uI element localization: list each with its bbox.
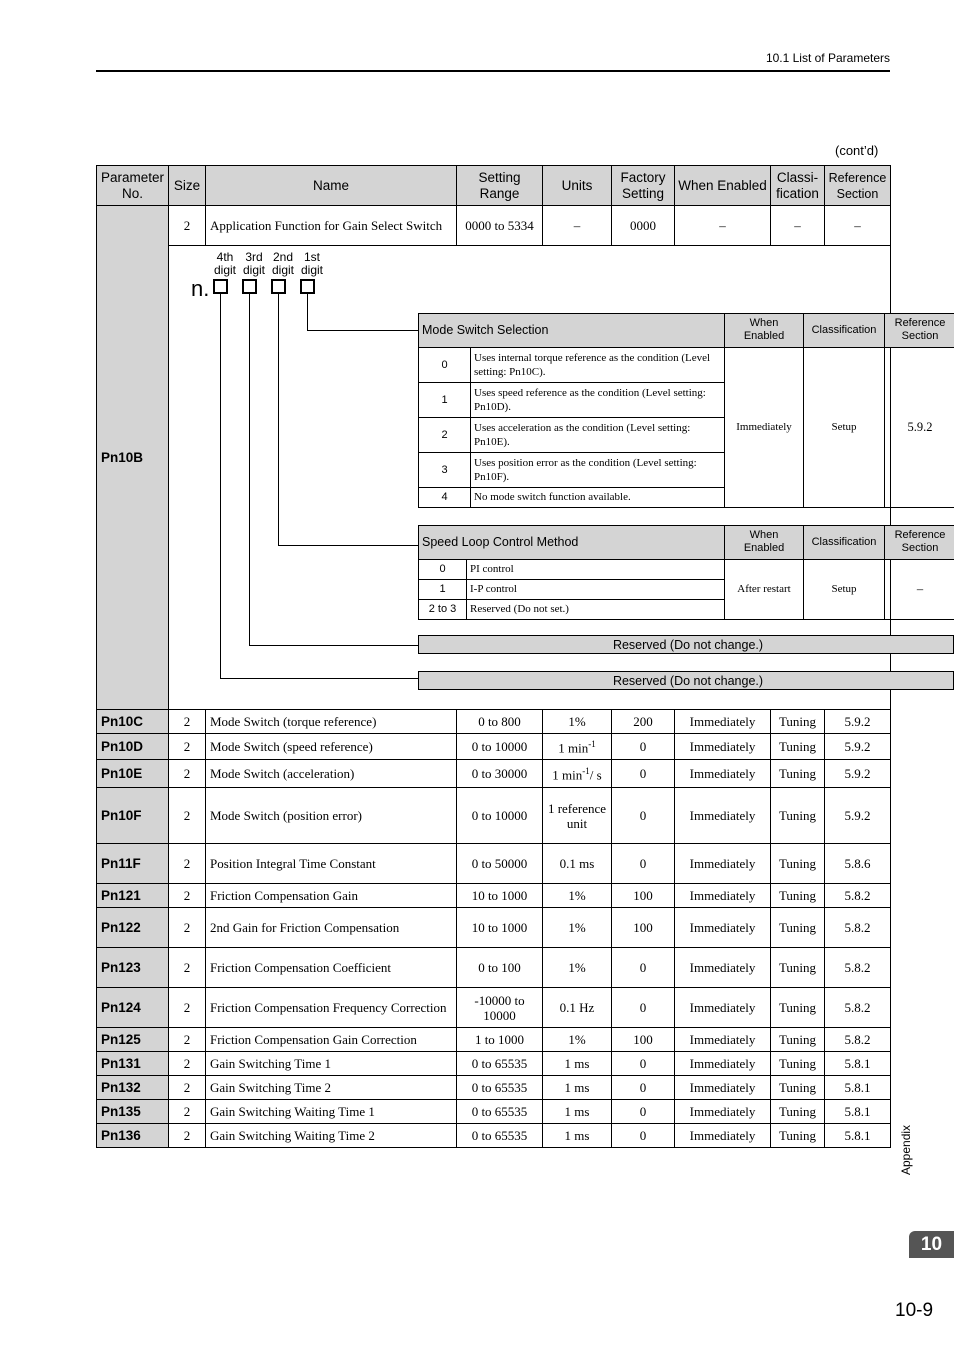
mode-switch-class: Setup <box>804 347 885 507</box>
table-row <box>97 988 891 1028</box>
reserved-4th-digit: Reserved (Do not change.) <box>418 671 954 690</box>
table-row <box>97 710 891 734</box>
mode-option-row <box>419 347 954 382</box>
param-cell: Pn132 <box>97 1076 169 1100</box>
speed-loop-ref-header: Reference Section <box>885 525 954 559</box>
param-cell: Pn10D <box>97 734 169 760</box>
name-cell: Gain Switching Time 1 <box>206 1052 457 1076</box>
name-cell: Mode Switch (speed reference) <box>206 734 457 760</box>
connector-2nd-h <box>278 545 418 546</box>
mode-switch-ref-header: Reference Section <box>885 313 954 347</box>
when-cell: Immediately <box>675 1028 771 1052</box>
mode-switch-ref: 5.9.2 <box>885 347 954 507</box>
connector-4th-h <box>220 678 418 679</box>
param-cell: Pn10B <box>97 206 169 710</box>
size-cell: 2 <box>169 948 206 988</box>
class-cell: Tuning <box>771 734 825 760</box>
header-ref: Reference Section <box>825 166 891 206</box>
name-cell: Position Integral Time Constant <box>206 844 457 884</box>
factory-cell: 100 <box>612 1028 675 1052</box>
speed-loop-ref: – <box>885 559 954 619</box>
param-cell: Pn10F <box>97 788 169 844</box>
factory-cell: 0 <box>612 1052 675 1076</box>
parameter-table <box>96 165 946 1148</box>
header-range: Setting Range <box>457 166 543 206</box>
table-row <box>97 948 891 988</box>
range-cell: 0 to 10000 <box>457 734 543 760</box>
continued-note: (cont’d) <box>835 143 879 158</box>
table-row <box>97 1028 891 1052</box>
option-value: 3 <box>419 452 471 487</box>
param-cell: Pn10C <box>97 710 169 734</box>
units-cell: 1 ms <box>543 1100 612 1124</box>
digit-diagram-row <box>97 246 891 710</box>
option-value: 1 <box>419 579 467 599</box>
units-cell: 1 reference unit <box>543 788 612 844</box>
header-class: Classi-fication <box>771 166 825 206</box>
factory-cell: 100 <box>612 908 675 948</box>
header-size: Size <box>169 166 206 206</box>
when-cell: Immediately <box>675 1124 771 1148</box>
when-cell: Immediately <box>675 988 771 1028</box>
units-cell: 1% <box>543 710 612 734</box>
param-cell: Pn122 <box>97 908 169 948</box>
header-units: Units <box>543 166 612 206</box>
table-row <box>97 884 891 908</box>
when-cell: – <box>675 206 771 246</box>
table-row <box>97 908 891 948</box>
option-value: 1 <box>419 382 471 417</box>
size-cell: 2 <box>169 1028 206 1052</box>
speed-loop-when-header: When Enabled <box>725 525 804 559</box>
table-row <box>97 734 891 760</box>
connector-2nd <box>278 294 279 545</box>
class-cell: Tuning <box>771 1124 825 1148</box>
header-name: Name <box>206 166 457 206</box>
reserved-3rd-digit: Reserved (Do not change.) <box>418 635 954 654</box>
table-row <box>97 1052 891 1076</box>
units-text: 1 min <box>558 740 589 756</box>
units-cell: 1 ms <box>543 1076 612 1100</box>
connector-1st-h <box>307 330 418 331</box>
name-cell: Mode Switch (torque reference) <box>206 710 457 734</box>
when-cell: Immediately <box>675 760 771 788</box>
table-row <box>97 206 891 246</box>
size-cell: 2 <box>169 788 206 844</box>
digit-label-1st: 1st digit <box>300 249 323 277</box>
option-desc: Uses internal torque reference as the condition (Level setting: Pn10C). <box>471 347 725 382</box>
digit-box-4th <box>213 279 228 294</box>
factory-cell: 0 <box>612 948 675 988</box>
units-cell: 1% <box>543 884 612 908</box>
mode-switch-class-header: Classification <box>804 313 885 347</box>
name-cell: Gain Switching Time 2 <box>206 1076 457 1100</box>
when-cell: Immediately <box>675 908 771 948</box>
param-cell: Pn136 <box>97 1124 169 1148</box>
size-cell: 2 <box>169 884 206 908</box>
units-text: 1 min <box>552 767 583 783</box>
name-cell: Friction Compensation Frequency Correction <box>206 988 457 1028</box>
option-desc: No mode switch function available. <box>471 487 725 507</box>
ref-cell: 5.9.2 <box>825 760 891 788</box>
connector-3rd <box>249 294 250 645</box>
class-cell: Tuning <box>771 760 825 788</box>
header-rule <box>96 70 890 72</box>
units-cell: 0.1 Hz <box>543 988 612 1028</box>
when-cell: Immediately <box>675 1076 771 1100</box>
range-cell: 0 to 100 <box>457 948 543 988</box>
range-cell: 10 to 1000 <box>457 884 543 908</box>
ref-cell: 5.9.2 <box>825 788 891 844</box>
range-cell: 10 to 1000 <box>457 908 543 948</box>
class-cell: Tuning <box>771 988 825 1028</box>
option-desc: Uses acceleration as the condition (Level setting: Pn10E). <box>471 417 725 452</box>
factory-cell: 0 <box>612 844 675 884</box>
param-cell: Pn131 <box>97 1052 169 1076</box>
chapter-tab: 10 <box>909 1231 954 1258</box>
name-cell: Gain Switching Waiting Time 1 <box>206 1100 457 1124</box>
header-factory: Factory Setting <box>612 166 675 206</box>
running-header: 10.1 List of Parameters <box>765 51 890 65</box>
ref-cell: 5.8.1 <box>825 1076 891 1100</box>
when-cell: Immediately <box>675 844 771 884</box>
prefix-label: n. <box>191 275 210 301</box>
units-cell: 0.1 ms <box>543 844 612 884</box>
header-param: Parameter No. <box>97 166 169 206</box>
table-row <box>97 760 891 788</box>
speed-loop-title: Speed Loop Control Method <box>419 525 725 559</box>
class-cell: Tuning <box>771 1076 825 1100</box>
name-cell: Friction Compensation Gain <box>206 884 457 908</box>
units-suffix: / s <box>589 767 602 783</box>
ref-cell: 5.8.1 <box>825 1100 891 1124</box>
name-cell: Mode Switch (position error) <box>206 788 457 844</box>
range-cell: 0 to 65535 <box>457 1076 543 1100</box>
units-cell <box>543 734 612 760</box>
param-cell: Pn135 <box>97 1100 169 1124</box>
class-cell: Tuning <box>771 948 825 988</box>
speed-loop-when: After restart <box>725 559 804 619</box>
name-cell: Friction Compensation Coefficient <box>206 948 457 988</box>
range-cell: 0 to 65535 <box>457 1100 543 1124</box>
digit-diagram-cell <box>169 246 946 710</box>
range-cell: 0 to 800 <box>457 710 543 734</box>
class-cell: Tuning <box>771 710 825 734</box>
option-value: 0 <box>419 347 471 382</box>
factory-cell: 200 <box>612 710 675 734</box>
factory-cell: 0 <box>612 1076 675 1100</box>
table-row <box>97 844 891 884</box>
param-cell: Pn125 <box>97 1028 169 1052</box>
ref-cell: – <box>825 206 891 246</box>
option-value: 4 <box>419 487 471 507</box>
units-cell <box>543 760 612 788</box>
when-cell: Immediately <box>675 1052 771 1076</box>
factory-cell: 0 <box>612 788 675 844</box>
factory-cell: 0 <box>612 734 675 760</box>
ref-cell: 5.8.1 <box>825 1124 891 1148</box>
ref-cell: 5.9.2 <box>825 734 891 760</box>
size-cell: 2 <box>169 988 206 1028</box>
param-cell: Pn10E <box>97 760 169 788</box>
mode-switch-when: Immediately <box>725 347 804 507</box>
units-cell: 1% <box>543 1028 612 1052</box>
connector-4th <box>220 294 221 678</box>
class-cell: Tuning <box>771 1028 825 1052</box>
digit-box-2nd <box>271 279 286 294</box>
factory-cell: 0 <box>612 1100 675 1124</box>
speed-loop-class-header: Classification <box>804 525 885 559</box>
when-cell: Immediately <box>675 884 771 908</box>
range-cell: 1 to 1000 <box>457 1028 543 1052</box>
size-cell: 2 <box>169 710 206 734</box>
mode-switch-table <box>418 313 954 508</box>
mode-switch-when-header: When Enabled <box>725 313 804 347</box>
speed-loop-table <box>418 525 954 620</box>
digit-diagram <box>169 247 946 709</box>
option-value: 0 <box>419 559 467 579</box>
digit-label-3rd: 3rd digit <box>242 249 265 277</box>
param-cell: Pn124 <box>97 988 169 1028</box>
size-cell: 2 <box>169 908 206 948</box>
speed-loop-class: Setup <box>804 559 885 619</box>
range-cell: 0 to 50000 <box>457 844 543 884</box>
range-cell: -10000 to 10000 <box>457 988 543 1028</box>
when-cell: Immediately <box>675 734 771 760</box>
connector-3rd-h <box>249 645 418 646</box>
connector-1st <box>307 294 308 330</box>
option-desc: PI control <box>467 559 725 579</box>
units-exponent: -1 <box>588 739 596 750</box>
range-cell: 0 to 10000 <box>457 788 543 844</box>
option-value: 2 to 3 <box>419 599 467 619</box>
factory-cell: 0 <box>612 760 675 788</box>
class-cell: Tuning <box>771 788 825 844</box>
name-cell: 2nd Gain for Friction Compensation <box>206 908 457 948</box>
ref-cell: 5.8.2 <box>825 948 891 988</box>
speed-option-row <box>419 559 954 579</box>
param-cell: Pn123 <box>97 948 169 988</box>
ref-cell: 5.9.2 <box>825 710 891 734</box>
name-cell: Friction Compensation Gain Correction <box>206 1028 457 1052</box>
units-cell: 1 ms <box>543 1052 612 1076</box>
size-cell: 2 <box>169 1052 206 1076</box>
option-desc: I-P control <box>467 579 725 599</box>
param-cell: Pn121 <box>97 884 169 908</box>
range-cell: 0 to 65535 <box>457 1052 543 1076</box>
size-cell: 2 <box>169 206 206 246</box>
size-cell: 2 <box>169 734 206 760</box>
factory-cell: 0 <box>612 1124 675 1148</box>
units-cell: – <box>543 206 612 246</box>
factory-cell: 0 <box>612 988 675 1028</box>
table-header-row <box>97 166 891 206</box>
header-when: When Enabled <box>675 166 771 206</box>
class-cell: Tuning <box>771 884 825 908</box>
mode-switch-title: Mode Switch Selection <box>419 313 725 347</box>
option-desc: Reserved (Do not set.) <box>467 599 725 619</box>
class-cell: Tuning <box>771 844 825 884</box>
digit-label-2nd: 2nd digit <box>271 249 294 277</box>
page-number: 10-9 <box>895 1300 934 1321</box>
appendix-side-label: Appendix <box>899 1124 913 1175</box>
option-desc: Uses position error as the condition (Level setting: Pn10F). <box>471 452 725 487</box>
factory-cell: 100 <box>612 884 675 908</box>
factory-cell: 0000 <box>612 206 675 246</box>
size-cell: 2 <box>169 844 206 884</box>
option-value: 2 <box>419 417 471 452</box>
param-cell: Pn11F <box>97 844 169 884</box>
name-cell: Application Function for Gain Select Switch <box>206 206 457 246</box>
class-cell: Tuning <box>771 908 825 948</box>
units-cell: 1 ms <box>543 1124 612 1148</box>
digit-box-1st <box>300 279 315 294</box>
units-cell: 1% <box>543 908 612 948</box>
table-row <box>97 1100 891 1124</box>
digit-box-3rd <box>242 279 257 294</box>
ref-cell: 5.8.6 <box>825 844 891 884</box>
range-cell: 0000 to 5334 <box>457 206 543 246</box>
ref-cell: 5.8.2 <box>825 988 891 1028</box>
when-cell: Immediately <box>675 710 771 734</box>
range-cell: 0 to 30000 <box>457 760 543 788</box>
size-cell: 2 <box>169 1124 206 1148</box>
table-row <box>97 788 891 844</box>
ref-cell: 5.8.2 <box>825 1028 891 1052</box>
name-cell: Gain Switching Waiting Time 2 <box>206 1124 457 1148</box>
class-cell: Tuning <box>771 1052 825 1076</box>
digit-label-4th: 4th digit <box>213 249 236 277</box>
size-cell: 2 <box>169 760 206 788</box>
table-row <box>97 1076 891 1100</box>
class-cell: – <box>771 206 825 246</box>
ref-cell: 5.8.2 <box>825 884 891 908</box>
when-cell: Immediately <box>675 948 771 988</box>
size-cell: 2 <box>169 1100 206 1124</box>
units-exponent: -1 <box>582 766 590 777</box>
name-cell: Mode Switch (acceleration) <box>206 760 457 788</box>
size-cell: 2 <box>169 1076 206 1100</box>
when-cell: Immediately <box>675 788 771 844</box>
table-row <box>97 1124 891 1148</box>
units-cell: 1% <box>543 948 612 988</box>
range-cell: 0 to 65535 <box>457 1124 543 1148</box>
ref-cell: 5.8.1 <box>825 1052 891 1076</box>
class-cell: Tuning <box>771 1100 825 1124</box>
ref-cell: 5.8.2 <box>825 908 891 948</box>
option-desc: Uses speed reference as the condition (Level setting: Pn10D). <box>471 382 725 417</box>
when-cell: Immediately <box>675 1100 771 1124</box>
